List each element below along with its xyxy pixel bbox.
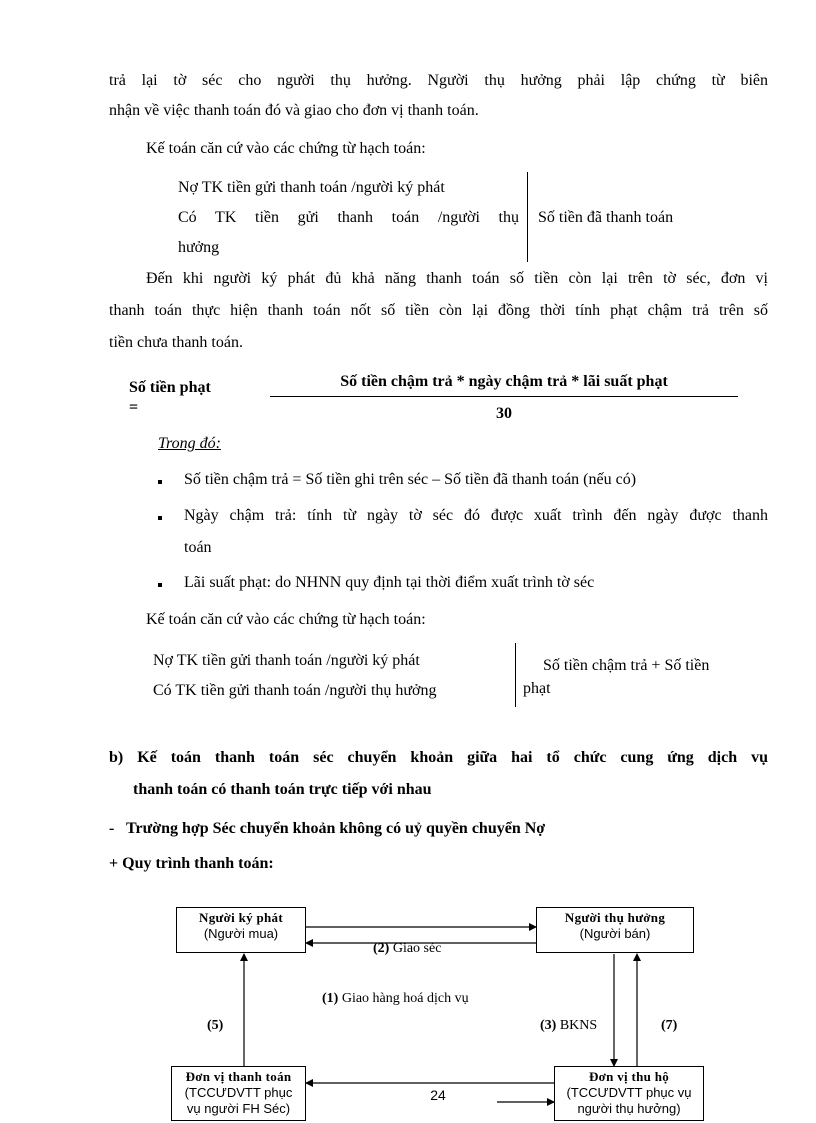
box-payee-subtitle: (Người bán): [579, 926, 651, 941]
entry1-credit-line-1: Có TK tiền gửi thanh toán /người thụ: [178, 209, 519, 226]
entry1-amount: Số tiền đã thanh toán: [538, 209, 674, 226]
box-drawer: [176, 907, 306, 953]
box-drawer-subtitle: (Người mua): [203, 926, 279, 941]
box-payee-title: Người thụ hưởng: [564, 910, 666, 925]
formula-lhs: Số tiền phạt: [129, 379, 211, 396]
case-heading: - Trường hợp Séc chuyển khoản không có uỷ quyền chuyển Nợ: [109, 820, 546, 837]
entry2-amount-line-2: phạt: [523, 680, 551, 697]
process-heading: + Quy trình thanh toán:: [109, 855, 274, 872]
paragraph-3-line-3: tiền chưa thanh toán.: [109, 334, 243, 351]
box-paying-unit: [171, 1066, 306, 1121]
paragraph-4: Kế toán căn cứ vào các chứng từ hạch toán:: [146, 611, 426, 628]
box-paying-unit-subtitle-2: vụ người FH Séc): [186, 1101, 291, 1116]
box-paying-unit-title: Đơn vị thanh toán: [185, 1069, 292, 1084]
box-collecting-unit-title: Đơn vị thu hộ: [588, 1069, 670, 1084]
bullet-1: Số tiền chậm trả = Số tiền ghi trên séc – Số tiền đã thanh toán (nếu có): [184, 471, 637, 488]
label-step-7: (7): [661, 1018, 678, 1033]
label-step-2-number: (2): [373, 941, 390, 956]
label-step-2-text: Giao séc: [389, 941, 442, 956]
label-step-1-number: (1): [322, 991, 339, 1006]
formula-denominator: 30: [496, 405, 512, 422]
entry2-amount-line-1: Số tiền chậm trả + Số tiền: [543, 657, 710, 674]
section-b-heading-line-2: thanh toán có thanh toán trực tiếp với nhau: [133, 781, 432, 798]
label-step-3-text: BKNS: [556, 1018, 598, 1033]
label-step-3-number: (3): [540, 1018, 557, 1033]
label-step-1-text: Giao hàng hoá dịch vụ: [338, 991, 469, 1006]
bullet-2-line-1: Ngày chậm trả: tính từ ngày tờ séc đó được xuất trình đến ngày được thanh: [184, 507, 768, 524]
label-step-2: [373, 941, 441, 957]
label-step-3: [540, 1018, 597, 1034]
bullet-3: Lãi suất phạt: do NHNN quy định tại thời điểm xuất trình tờ séc: [184, 574, 595, 591]
where-label: Trong đó:: [158, 435, 221, 452]
box-collecting-unit: [554, 1066, 704, 1121]
box-paying-unit-subtitle-1: (TCCƯDVTT phục: [184, 1085, 293, 1100]
section-b-heading-line-1: b) Kế toán thanh toán séc chuyển khoản giữa hai tổ chức cung ứng dịch vụ: [109, 749, 768, 766]
paragraph-3-line-1: Đến khi người ký phát đủ khả năng thanh toán số tiền còn lại trên tờ séc, đơn vị: [146, 270, 768, 287]
entry2-credit: Có TK tiền gửi thanh toán /người thụ hưởng: [153, 682, 437, 699]
box-drawer-title: Người ký phát: [199, 910, 283, 925]
paragraph-3-line-2: thanh toán thực hiện thanh toán nốt số tiền còn lại đồng thời tính phạt chậm trả trên số: [109, 302, 768, 319]
paragraph-2: Kế toán căn cứ vào các chứng từ hạch toán:: [146, 140, 426, 157]
formula-equals: =: [129, 399, 139, 416]
formula-numerator: Số tiền chậm trả * ngày chậm trả * lãi suất phạt: [340, 373, 668, 390]
label-step-1: [322, 991, 469, 1007]
box-collecting-unit-subtitle-1: (TCCƯDVTT phục vụ: [566, 1085, 692, 1100]
paragraph-1-line-1: trả lại tờ séc cho người thụ hưởng. Người thụ hưởng phải lập chứng từ biên: [109, 72, 768, 89]
entry2-debit: Nợ TK tiền gửi thanh toán /người ký phát: [153, 652, 420, 669]
entry1-credit-line-2: hưởng: [178, 239, 220, 256]
paragraph-1-line-2: nhận về việc thanh toán đó và giao cho đơn vị thanh toán.: [109, 102, 479, 119]
box-payee: [536, 907, 694, 953]
entry1-debit: Nợ TK tiền gửi thanh toán /người ký phát: [178, 179, 445, 196]
label-step-5: (5): [207, 1018, 224, 1033]
bullet-2-line-2: toán: [184, 539, 212, 556]
page-number: 24: [420, 1087, 456, 1103]
box-collecting-unit-subtitle-2: người thụ hưởng): [577, 1101, 681, 1116]
